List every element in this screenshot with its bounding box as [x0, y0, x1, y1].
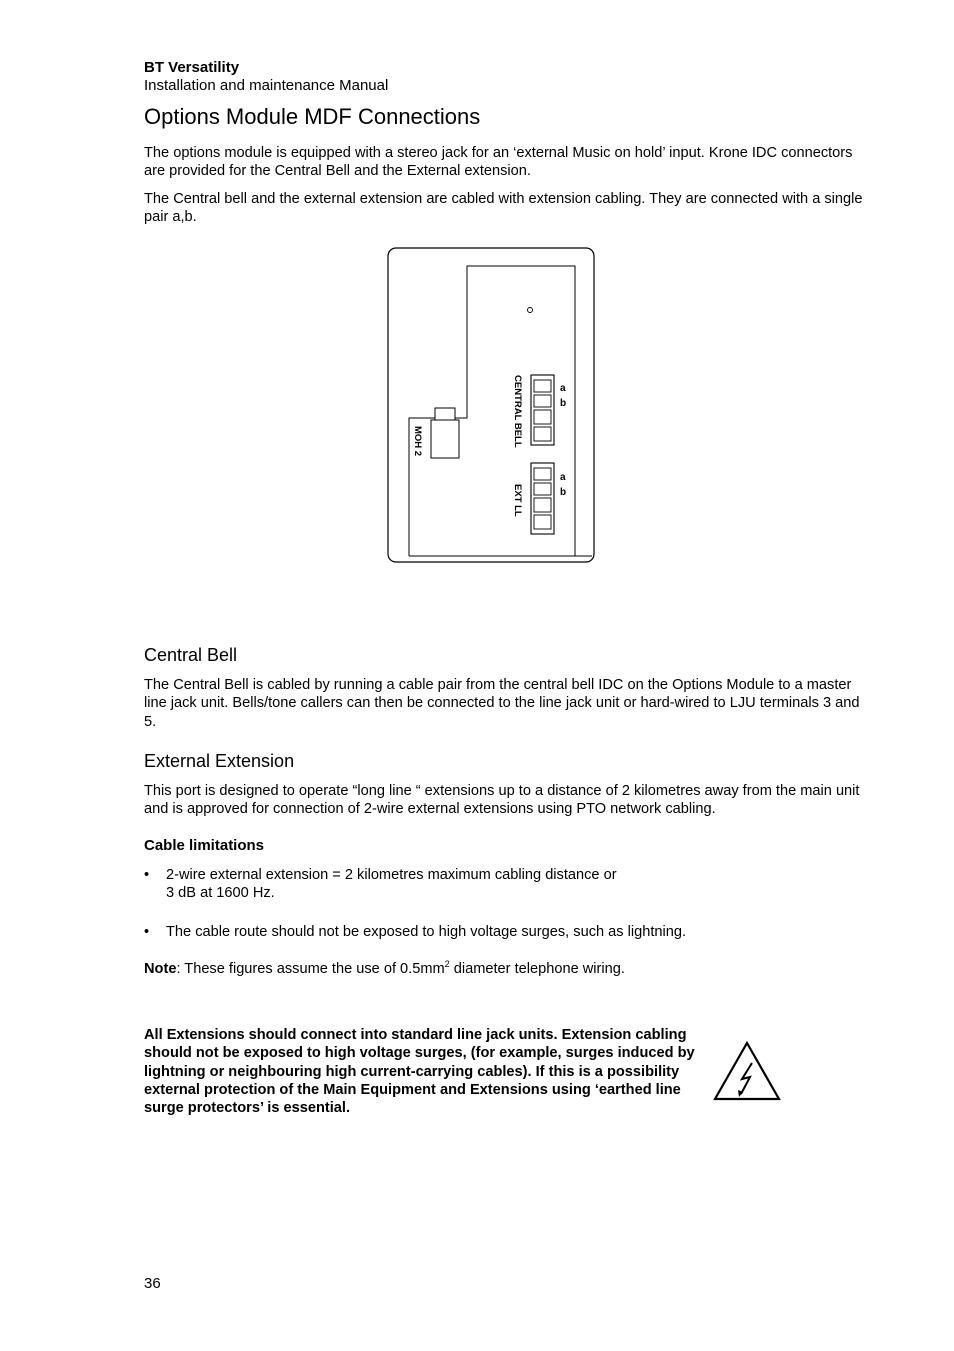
- bullet-1-line-2: 3 dB at 1600 Hz.: [166, 885, 275, 902]
- external-extension-paragraph: This port is designed to operate “long line “ extensions up to a distance of 2 kilometres away from the main unit and is approved for connection of 2-wire external extensions using PTO network cabling.: [144, 783, 860, 818]
- ext-ll-idc-connector: [531, 463, 554, 534]
- central-bell-heading: Central Bell: [144, 645, 238, 665]
- ext-ll-label: EXT LL: [512, 484, 523, 517]
- central-bell-label: CENTRAL BELL: [512, 375, 523, 448]
- page-title: Options Module MDF Connections: [144, 104, 481, 129]
- central-bell-idc-connector: [531, 375, 554, 445]
- note-superscript: 2: [444, 959, 450, 969]
- moh-jack: [431, 408, 459, 458]
- bullet-symbol: •: [144, 924, 150, 940]
- high-voltage-warning-icon: [712, 1040, 782, 1102]
- central-bell-paragraph: The Central Bell is cabled by running a cable pair from the central bell IDC on the Options Module to a master line jack unit. Bells/tone callers can then be connected to the line jack unit or hard-wired to LJU terminals 3 and 5.: [144, 677, 860, 730]
- central-bell-terminal-a: a: [560, 383, 566, 394]
- cable-limitations-heading: Cable limitations: [144, 837, 265, 854]
- document-brand: BT Versatility: [144, 59, 240, 76]
- list-item: [144, 866, 764, 906]
- ext-ll-terminal-a: a: [560, 472, 566, 483]
- ext-ll-terminal-b: b: [560, 487, 567, 498]
- note-line: [144, 959, 625, 977]
- note-text-after: diameter telephone wiring.: [449, 961, 625, 977]
- page-number: 36: [144, 1275, 161, 1292]
- list-item: [144, 923, 764, 943]
- intro-paragraph-1: The options module is equipped with a stereo jack for an ‘external Music on hold’ input. Krone IDC connectors are provided for the Central Bell and the External extension.: [144, 145, 853, 180]
- options-module-diagram: [380, 240, 605, 570]
- note-label: Note: [144, 961, 177, 977]
- bullet-symbol: •: [144, 867, 150, 883]
- moh-label: MOH 2: [412, 426, 423, 457]
- external-extension-heading: External Extension: [144, 751, 295, 771]
- bullet-1-line-1: 2-wire external extension = 2 kilometres maximum cabling distance or: [166, 867, 617, 883]
- central-bell-terminal-b: b: [560, 398, 567, 409]
- document-subtitle: Installation and maintenance Manual: [144, 77, 389, 94]
- bullet-2-text: The cable route should not be exposed to high voltage surges, such as lightning.: [166, 924, 687, 940]
- note-text-before: : These figures assume the use of 0.5mm: [176, 961, 445, 977]
- intro-paragraph-2: The Central bell and the external extension are cabled with extension cabling. They are connected with a single pair a,b.: [144, 191, 863, 226]
- warning-paragraph: All Extensions should connect into standard line jack units. Extension cabling should not be exposed to high voltage surges, (for example, surges induced by lightning or neighbouring high current-carrying cables). If this is a possibility external protection of the Main Equipment and Extensions using ‘earthed line surge protectors’ is essential.: [144, 1027, 695, 1117]
